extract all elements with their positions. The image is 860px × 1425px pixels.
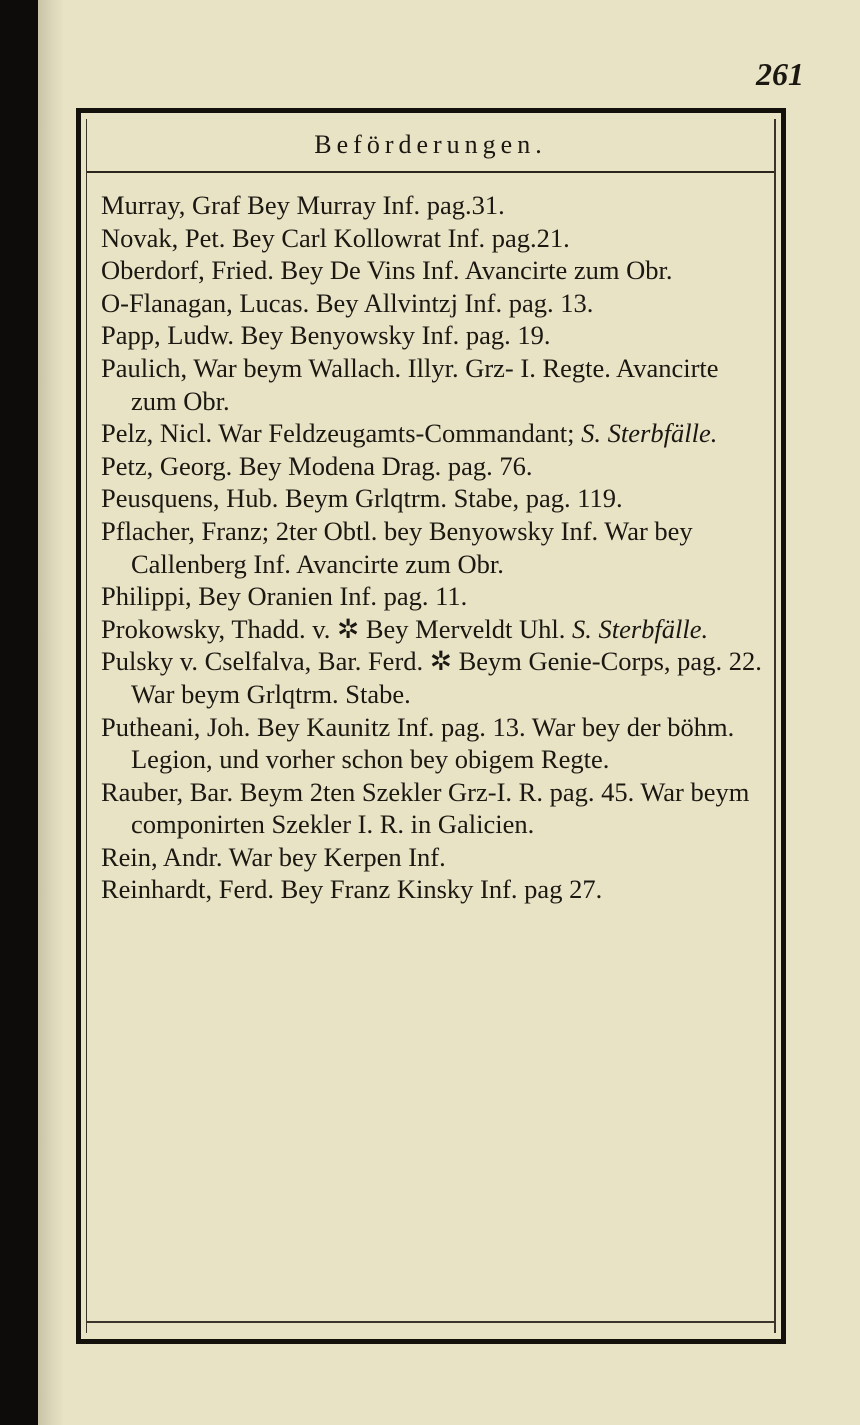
page-gutter [38,0,64,1425]
entry-italic-note: S. Sterbfälle. [581,418,718,449]
entry-text: Pulsky v. Cselfalva, Bar. Ferd. ✲ Beym Genie-Corps, pag. 22. War beym Grlqtrm. Stabe. [101,646,762,709]
entry-text: Petz, Georg. Bey Modena Drag. pag. 76. [101,450,533,481]
entry-text: Rein, Andr. War bey Kerpen Inf. [101,841,446,872]
entry-text: Putheani, Joh. Bey Kaunitz Inf. pag. 13. War bey der böhm. Legion, und vorher schon bey obigem Regte. [101,711,735,775]
list-item [101,776,770,841]
list-item [101,645,770,710]
entry-text: Pflacher, Franz; 2ter Obtl. bey Benyowsky Inf. War bey Callenberg Inf. Avancirte zum Obr. [101,515,693,579]
list-item [101,450,770,483]
list-item [101,482,770,515]
list-item [101,254,770,287]
list-item [101,287,770,320]
entry-text: Pelz, Nicl. War Feldzeugamts-Commandant; [101,418,575,449]
entry-text: Prokowsky, Thadd. v. ✲ Bey Merveldt Uhl. [101,613,566,644]
list-item [101,189,770,222]
list-item [101,417,770,450]
entry-list [101,189,770,906]
list-item [101,873,770,906]
list-item [101,352,770,417]
entry-text: Reinhardt, Ferd. Bey Franz Kinsky Inf. pag 27. [101,874,603,905]
entry-text: Philippi, Bey Oranien Inf. pag. 11. [101,581,468,612]
inner-frame [86,119,776,1333]
list-item [101,515,770,580]
entry-text: Paulich, War beym Wallach. Illyr. Grz- I. Regte. Avancirte zum Obr. [101,352,719,416]
bottom-rule [87,1321,774,1333]
entry-text: O-Flanagan, Lucas. Bey Allvintzj Inf. pag. 13. [101,287,594,318]
bordered-frame [76,108,786,1344]
entry-italic-note: S. Sterbfälle. [571,613,709,644]
list-item [101,580,770,613]
entry-text: Papp, Ludw. Bey Benyowsky Inf. pag. 19. [101,320,551,351]
entry-text: Novak, Pet. Bey Carl Kollowrat Inf. pag.21. [101,222,570,253]
list-item [101,319,770,352]
section-title: Beförderungen. [314,130,547,159]
list-item [101,222,770,255]
entry-text: Murray, Graf Bey Murray Inf. pag.31. [101,190,505,220]
page-number: 261 [756,56,804,92]
entry-text: Peusquens, Hub. Beym Grlqtrm. Stabe, pag. 119. [101,483,623,514]
entry-text: Oberdorf, Fried. Bey De Vins Inf. Avancirte zum Obr. [101,255,673,286]
list-item [101,711,770,776]
book-binding [0,0,38,1425]
entry-text: Rauber, Bar. Beym 2ten Szekler Grz-I. R. pag. 45. War beym componirten Szekler I. R. in Galicien. [101,776,750,840]
list-item [101,841,770,874]
section-header [87,119,774,173]
list-item [101,613,770,646]
